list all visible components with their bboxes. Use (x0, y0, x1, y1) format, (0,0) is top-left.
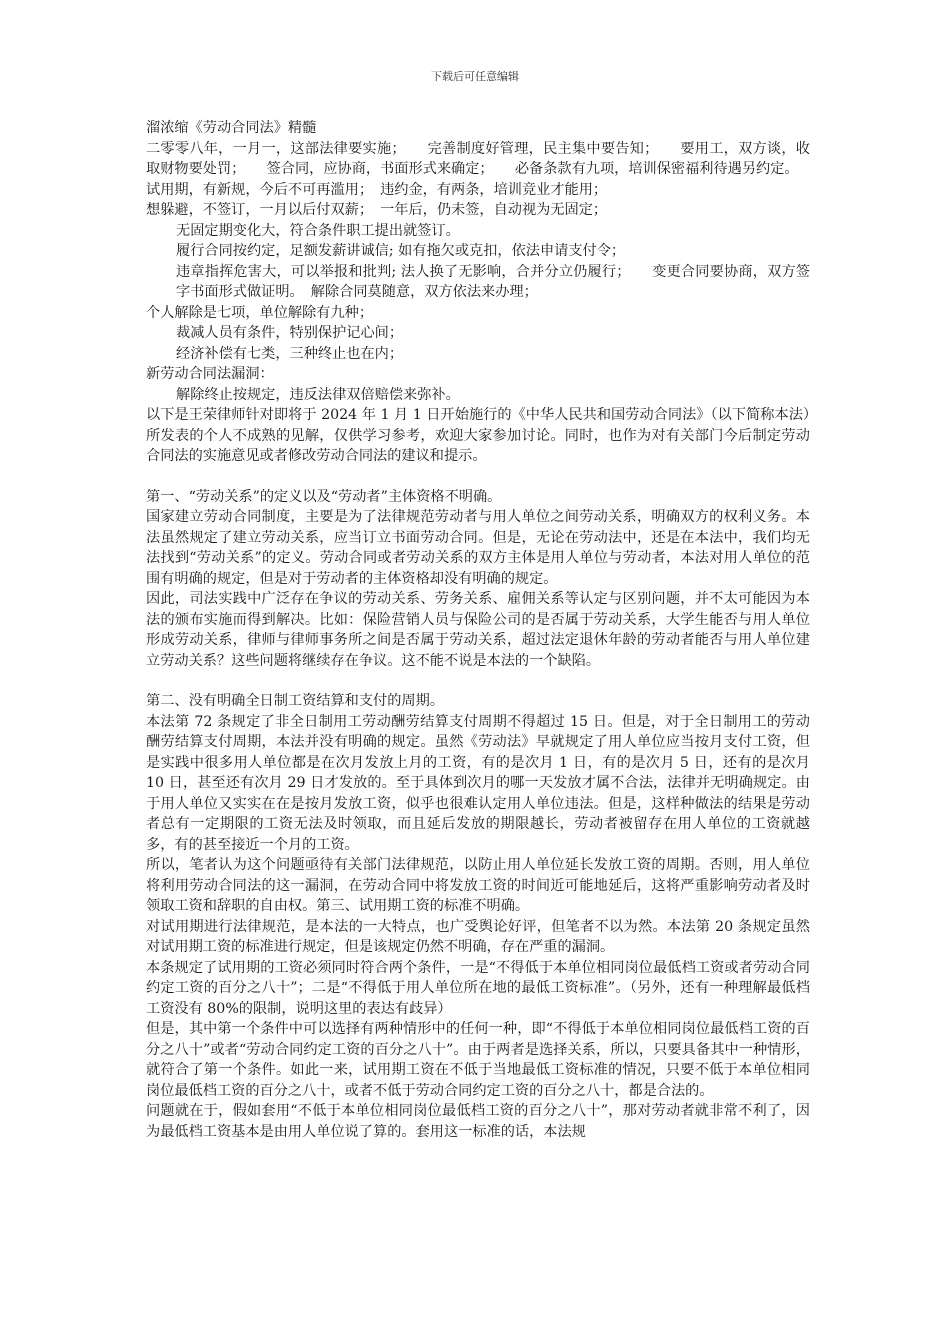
paragraph: 二零零八年，一月一，这部法律要实施； 完善制度好管理，民主集中要告知； 要用工，双方谈，收取财物要处罚； 签合同，应协商，书面形式来确定； 必备条款有九项，培训保密福利待遇另约定。 (146, 140, 810, 177)
para-2 (146, 180, 810, 201)
para-1 (146, 139, 810, 180)
paragraph: 履行合同按约定，足额发薪讲诚信; 如有拖欠或克扣，依法申请支付令； (176, 243, 626, 259)
para-9 (146, 344, 810, 365)
para-16 (146, 691, 810, 712)
para-12 (146, 405, 810, 467)
para-21 (146, 1019, 810, 1101)
paragraph: 国家建立劳动合同制度，主要是为了法律规范劳动者与用人单位之间劳动关系，明确双方的权利义务。本法虽然规定了建立劳动关系，应当订立书面劳动合同。但是，无论在劳动法中，还是在本法中，我们均无法找到“劳动关系”的定义。劳动合同或者劳动关系的双方主体是用人单位与劳动者，本法对用人单位的范围有明确的规定，但是对于劳动者的主体资格却没有明确的规定。 (146, 509, 810, 587)
para-0 (146, 118, 810, 139)
para-3 (146, 200, 810, 221)
section-heading: 第二、没有明确全日制工资结算和支付的周期。 (146, 693, 444, 709)
para-5 (146, 241, 810, 262)
para-13 (146, 487, 810, 508)
para-7 (146, 303, 810, 324)
document-body (146, 118, 810, 1142)
para-15 (146, 589, 810, 671)
paragraph: 想躲避，不签订，一月以后付双薪； 一年后，仍未签，自动视为无固定； (146, 202, 608, 218)
section-heading: 第一、“劳动关系”的定义以及“劳动者”主体资格不明确。 (146, 488, 502, 505)
page-header: 下载后可任意编辑 (431, 70, 519, 83)
para-6 (146, 262, 810, 303)
paragraph: 以下是王荣律师针对即将于 2024 年 1 月 1 日开始施行的《中华人民共和国劳动合同法》（以下简称本法）所发表的个人不成熟的见解，仅供学习参考，欢迎大家参加讨论。同时，也作为对有关部门今后制定劳动合同法的实施意见或者修改劳动合同法的建议和提示。 (146, 407, 810, 464)
para-14 (146, 507, 810, 589)
paragraph: 解除终止按规定，违反法律双倍赔偿来弥补。 (176, 386, 460, 403)
paragraph: 无固定期变化大，符合条件职工提出就签订。 (176, 222, 460, 239)
paragraph: 对试用期进行法律规范，是本法的一大特点，也广受舆论好评，但笔者不以为然。本法第 20 条规定虽然对试用期工资的标准进行规定，但是该规定仍然不明确，存在严重的漏洞。 (146, 918, 810, 955)
paragraph: 试用期，有新规，今后不可再滥用； 违约金，有两条，培训竞业才能用； (146, 181, 608, 198)
para-8 (146, 323, 810, 344)
paragraph: 因此，司法实践中广泛存在争议的劳动关系、劳务关系、雇佣关系等认定与区别问题，并不太可能因为本法的颁布实施而得到解决。比如：保险营销人员与保险公司的是否属于劳动关系，大学生能否与用人单位形成劳动关系，律师与律师事务所之间是否属于劳动关系，超过法定退休年龄的劳动者能否与用人单位建立劳动关系？这些问题将继续存在争议。这不能不说是本法的一个缺陷。 (146, 591, 810, 669)
paragraph: 问题就在于，假如套用“不低于本单位相同岗位最低档工资的百分之八十”，那对劳动者就非常不利了，因为最低档工资基本是由用人单位说了算的。套用这一标准的话，本法规 (146, 1103, 810, 1140)
para-22 (146, 1101, 810, 1142)
paragraph: 但是，其中第一个条件中可以选择有两种情形中的任何一种，即“不得低于本单位相同岗位最低档工资的百分之八十”或者“劳动合同约定工资的百分之八十”。由于两者是选择关系，所以，只要具备其中一种情形，就符合了第一个条件。如此一来，试用期工资在不低于当地最低工资标准的情况，只要不低于本单位相同岗位最低档工资的百分之八十，或者不低于劳动合同约定工资的百分之八十，都是合法的。 (146, 1021, 810, 1099)
para-17 (146, 712, 810, 856)
paragraph: 新劳动合同法漏洞： (146, 366, 274, 382)
para-10 (146, 364, 810, 385)
paragraph: 经济补偿有七类，三种终止也在内； (176, 345, 404, 362)
paragraph: 裁减人员有条件，特别保护记心间； (176, 325, 404, 341)
paragraph: 个人解除是七项，单位解除有九种； (146, 304, 374, 321)
paragraph: 违章指挥危害大，可以举报和批判; 法人换了无影响，合并分立仍履行； 变更合同要协商，双方签字书面形式做证明。 解除合同莫随意，双方依法来办理； (176, 263, 810, 300)
blank-line (146, 671, 810, 691)
para-19 (146, 917, 810, 958)
paragraph: 本条规定了试用期的工资必须同时符合两个条件，一是“不得低于本单位相同岗位最低档工资或者劳动合同约定工资的百分之八十”；二是“不得低于用人单位所在地的最低工资标准”。（另外，还有一种理解最低档工资没有 80%的限制，说明这里的表达有歧异） (146, 959, 810, 1017)
blank-line (146, 467, 810, 487)
document-title: 溜浓缩《劳动合同法》精髓 (146, 120, 317, 136)
paragraph: 所以，笔者认为这个问题亟待有关部门法律规范，以防止用人单位延长发放工资的周期。否则，用人单位将利用劳动合同法的这一漏洞，在劳动合同中将发放工资的时间近可能地延后，这将严重影响劳动者及时领取工资和辞职的自由权。第三、试用期工资的标准不明确。 (146, 857, 810, 914)
paragraph: 本法第 72 条规定了非全日制用工劳动酬劳结算支付周期不得超过 15 日。但是，对于全日制用工的劳动酬劳结算支付周期，本法并没有明确的规定。虽然《劳动法》早就规定了用人单位应当按月支付工资，但是实践中很多用人单位都是在次月发放上月的工资，有的是次月 1 日，有的是次月 5 日，还有的是次月 10 日，甚至还有次月 29 日才发放的。至于具体到次月的哪一天发放才属不合法，法律并无明确规定。由于用人单位又实实在在是按月发放工资，似乎也很难认定用人单位违法。但是，这样种做法的结果是劳动者总有一定期限的工资无法及时领取，而且延后发放的期限越长，劳动者被留存在用人单位的工资就越多，有的甚至接近一个月的工资。 (146, 713, 810, 853)
para-11 (146, 385, 810, 406)
para-20 (146, 958, 810, 1020)
para-18 (146, 855, 810, 917)
para-4 (146, 221, 810, 242)
